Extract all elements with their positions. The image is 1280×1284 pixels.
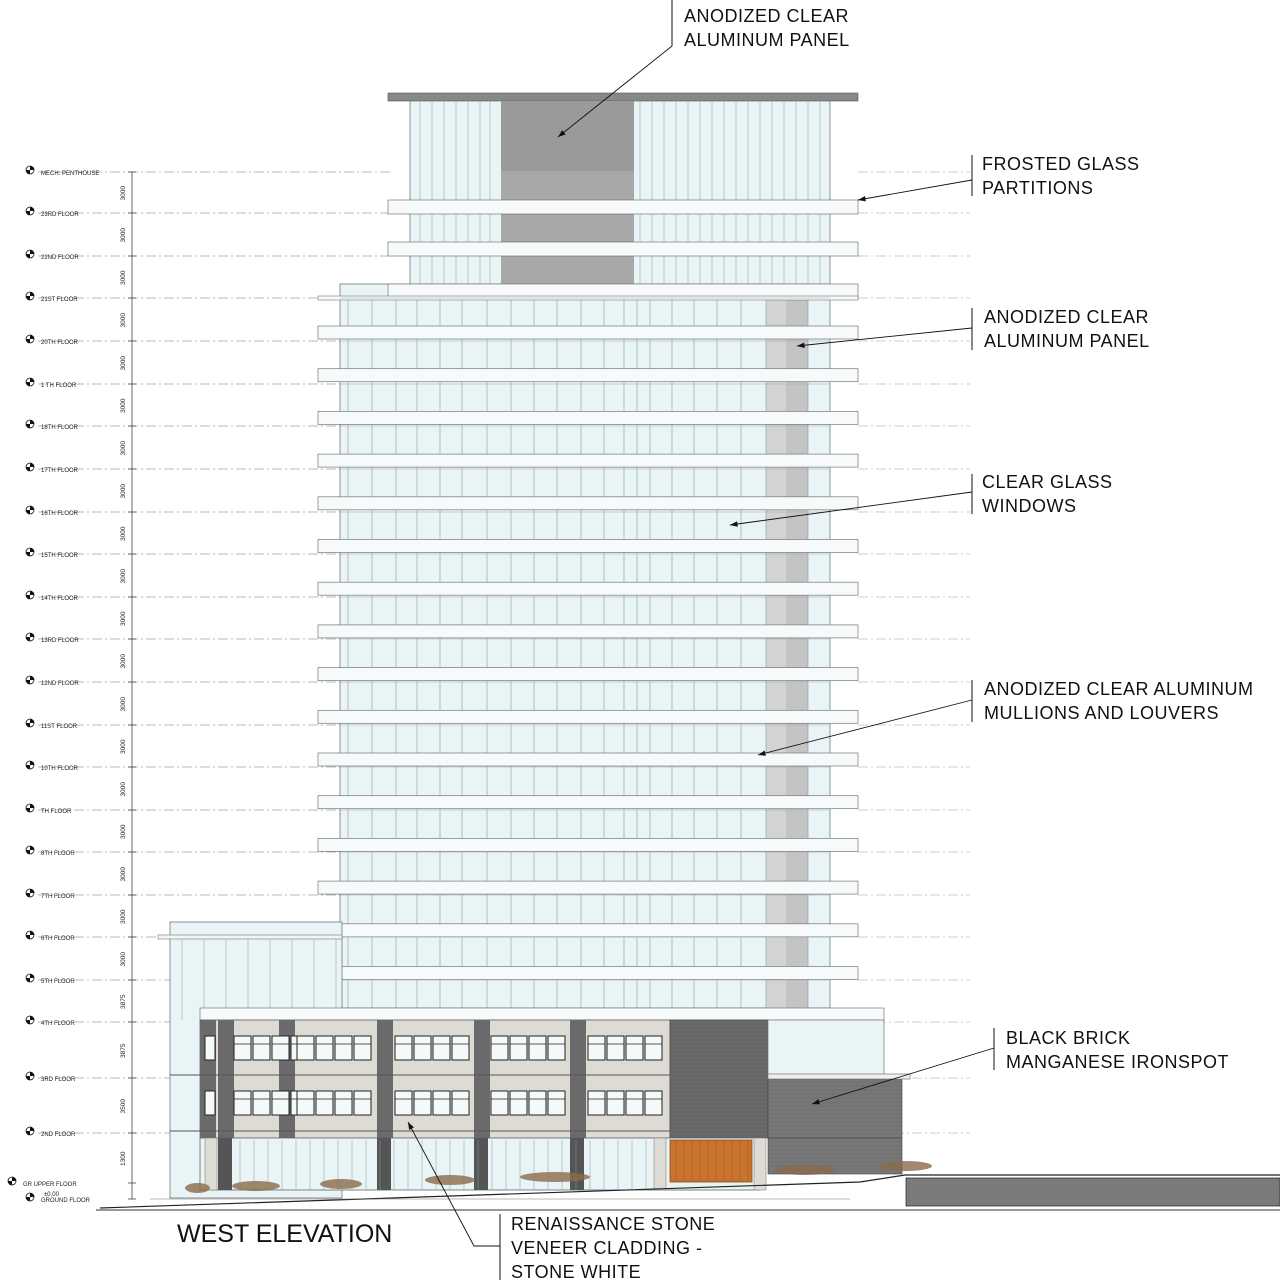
dimension-text: 3000 [120, 484, 127, 499]
podium-window [395, 1036, 412, 1060]
annotation-line: CLEAR GLASS [982, 472, 1113, 492]
level-label: GROUND FLOOR [41, 1198, 91, 1204]
storefront-pier [474, 1138, 488, 1190]
annotation-stone-veneer [511, 1212, 715, 1284]
level-symbol-fill [26, 978, 30, 982]
ground-elevation: ±0.00 [44, 1192, 59, 1198]
level-symbol-fill [26, 723, 30, 727]
aluminum-panel-stack [501, 171, 634, 284]
balcony-slab [318, 668, 858, 681]
podium-window [272, 1091, 289, 1115]
podium-window [510, 1036, 527, 1060]
podium-window [395, 1091, 412, 1115]
brick-pier [474, 1020, 490, 1138]
level-symbol-fill [26, 1020, 30, 1024]
level-symbol-fill [30, 974, 34, 978]
level-symbol-fill [26, 893, 30, 897]
level-label: 6TH FLOOR [41, 936, 75, 942]
podium-window [253, 1036, 270, 1060]
balcony-slab [318, 967, 858, 980]
storefront-pier [570, 1138, 584, 1190]
podium-window [491, 1036, 508, 1060]
level-symbol-fill [26, 211, 30, 215]
level-label: 3RD FLOOR [41, 1077, 76, 1083]
tower-facade [318, 93, 858, 1008]
annotation-aluminum-panel [984, 305, 1150, 353]
level-symbol-fill [26, 1197, 30, 1201]
podium-window [607, 1036, 624, 1060]
level-label: MECH. PENTHOUSE [41, 171, 100, 177]
podium-window [433, 1091, 450, 1115]
level-symbol-fill [30, 633, 34, 637]
storefront-pier [218, 1138, 232, 1190]
level-label: 20TH FLOOR [41, 340, 79, 346]
podium-window [272, 1036, 289, 1060]
podium-canopy [158, 935, 342, 939]
annotation-black-brick [1006, 1026, 1229, 1074]
level-symbol-fill [30, 378, 34, 382]
balcony-slab [318, 326, 858, 339]
dimension-text: 3000 [120, 909, 127, 924]
balcony-slab-upper [388, 242, 858, 256]
dimension-text: 3000 [120, 186, 127, 201]
annotation-line: RENAISSANCE STONE [511, 1214, 716, 1234]
balcony-slab [318, 924, 858, 937]
dimension-text: 3000 [120, 569, 127, 584]
level-symbol-fill [30, 719, 34, 723]
dimension-text: 3000 [120, 313, 127, 328]
planting [520, 1172, 590, 1182]
dimension-text: 1300 [120, 1151, 127, 1166]
aluminum-panel-top [501, 101, 634, 171]
annotation-line: VENEER CLADDING - [511, 1238, 703, 1258]
annotation-line: WINDOWS [982, 496, 1077, 516]
podium-window [645, 1036, 662, 1060]
annotation-frosted-glass [982, 152, 1140, 200]
drawing-title: WEST ELEVATION [177, 1220, 393, 1248]
planting [185, 1183, 210, 1193]
dimension-text: 3000 [120, 270, 127, 285]
podium-window [529, 1036, 546, 1060]
annotation-arrowhead [858, 196, 866, 201]
level-symbol-fill [30, 548, 34, 552]
storefront-stone-pier [205, 1138, 217, 1190]
annotation-leader [858, 180, 972, 200]
podium-window [354, 1036, 371, 1060]
level-symbol-fill [30, 166, 34, 170]
level-label: 10TH FLOOR [41, 766, 79, 772]
level-symbol-fill [26, 510, 30, 514]
annotation-mullions-louvers [984, 677, 1254, 725]
level-label: 2ND FLOOR [41, 1132, 76, 1138]
storefront-stone-pier [654, 1138, 666, 1190]
brick-pier [377, 1020, 393, 1138]
dimension-text: 3875 [120, 1043, 127, 1058]
dimension-text: 3000 [120, 782, 127, 797]
annotation-line: STONE WHITE [511, 1262, 642, 1282]
podium-window [316, 1036, 333, 1060]
podium-window [452, 1091, 469, 1115]
level-symbol-fill [30, 420, 34, 424]
black-brick-block [670, 1020, 768, 1138]
balcony-slab [318, 497, 858, 510]
podium-window [234, 1036, 251, 1060]
annotation-line: FROSTED GLASS [982, 154, 1140, 174]
level-label: 4TH FLOOR [41, 1021, 75, 1027]
level-label: 11ST FLOOR [41, 724, 78, 730]
podium-window [253, 1091, 270, 1115]
level-label: 15TH FLOOR [41, 553, 79, 559]
level-label: 18TH FLOOR [41, 425, 79, 431]
level-label: 14TH FLOOR [41, 596, 79, 602]
level-markers [8, 166, 136, 1204]
podium-window [607, 1091, 624, 1115]
dimension-text: 3000 [120, 441, 127, 456]
level-symbol-fill [26, 1131, 30, 1135]
level-symbol-fill [30, 1127, 34, 1131]
podium-window [297, 1036, 314, 1060]
dimension-text: 3000 [120, 824, 127, 839]
level-symbol-fill [30, 463, 34, 467]
podium-window [548, 1036, 565, 1060]
level-symbol-fill [8, 1181, 12, 1185]
podium-window [335, 1091, 352, 1115]
annotation-line: ALUMINUM PANEL [984, 331, 1150, 351]
level-label: 23RD FLOOR [41, 212, 79, 218]
level-symbol-fill [26, 339, 30, 343]
level-symbol-fill [30, 292, 34, 296]
annotation-line: ANODIZED CLEAR [984, 307, 1150, 327]
level-symbol-fill [30, 846, 34, 850]
dimension-text: 3000 [120, 867, 127, 882]
tower-glass-body [340, 284, 830, 1008]
black-brick-lower [768, 1078, 902, 1138]
balcony-slab [318, 369, 858, 382]
dimension-text: 3000 [120, 739, 127, 754]
level-symbol-fill [26, 935, 30, 939]
roof-cap [388, 93, 858, 101]
podium-window [626, 1036, 643, 1060]
level-symbol-fill [30, 889, 34, 893]
level-label: TH FLOOR [41, 809, 72, 815]
balcony-slab [318, 625, 858, 638]
level-symbol-fill [30, 1016, 34, 1020]
level-label: 5TH FLOOR [41, 979, 75, 985]
level-label: GR UPPER FLOOR [23, 1182, 77, 1188]
dimension-text: 3000 [120, 611, 127, 626]
podium-window [588, 1036, 605, 1060]
level-label: 16TH FLOOR [41, 511, 79, 517]
level-symbol-fill [30, 931, 34, 935]
podium-glass-corner [768, 1020, 884, 1078]
level-symbol-fill [26, 850, 30, 854]
level-label: 1 TH FLOOR [41, 383, 77, 389]
level-symbol-fill [26, 765, 30, 769]
dimension-text: 3000 [120, 952, 127, 967]
dimension-text: 3875 [120, 994, 127, 1009]
balcony-slab [318, 454, 858, 467]
level-symbol-fill [30, 804, 34, 808]
dimension-text: 3000 [120, 697, 127, 712]
podium-window [433, 1036, 450, 1060]
level-symbol-fill [30, 1072, 34, 1076]
level-label: 7TH FLOOR [41, 894, 75, 900]
annotation-clear-glass [982, 470, 1113, 518]
level-symbol-fill [30, 1193, 34, 1197]
level-symbol-fill [26, 552, 30, 556]
storefront-stone-pier [754, 1138, 766, 1190]
brick-pier [218, 1020, 234, 1138]
level-symbol-fill [30, 250, 34, 254]
level-symbol-fill [30, 591, 34, 595]
podium-window [548, 1091, 565, 1115]
balcony-slab [318, 582, 858, 595]
level-symbol-fill [26, 170, 30, 174]
podium-window [510, 1091, 527, 1115]
brick-pier [570, 1020, 586, 1138]
planting [320, 1179, 362, 1189]
dimension-text: 3000 [120, 228, 127, 243]
level-label: 17TH FLOOR [41, 468, 79, 474]
dimension-text: 3000 [120, 356, 127, 371]
level-symbol-fill [26, 1076, 30, 1080]
annotation-line: ANODIZED CLEAR ALUMINUM [984, 679, 1254, 699]
level-symbol-fill [26, 382, 30, 386]
dimension-text: 3000 [120, 526, 127, 541]
frosted-strip-shadow [786, 298, 808, 1008]
podium-window [354, 1091, 371, 1115]
balcony-slab [318, 540, 858, 553]
podium-window [626, 1091, 643, 1115]
level-symbol-fill [30, 335, 34, 339]
balcony-slab-upper [388, 200, 858, 214]
level-symbol-fill [26, 595, 30, 599]
level-symbol-fill [30, 761, 34, 765]
podium-window [414, 1091, 431, 1115]
podium-window [491, 1091, 508, 1115]
balcony-slab [318, 411, 858, 424]
annotation-line: ALUMINUM PANEL [684, 30, 850, 50]
annotation-line: MANGANESE IRONSPOT [1006, 1052, 1230, 1072]
level-symbol-fill [30, 506, 34, 510]
podium-window [335, 1036, 352, 1060]
level-symbol-fill [26, 808, 30, 812]
podium-window [297, 1091, 314, 1115]
planting [425, 1175, 475, 1185]
balcony-slab [318, 881, 858, 894]
balcony-slab [318, 838, 858, 851]
podium-window [588, 1091, 605, 1115]
balcony-slab [318, 796, 858, 809]
level-label: 8TH FLOOR [41, 851, 75, 857]
annotation-line: ANODIZED CLEAR [684, 6, 850, 26]
level-label: 12ND FLOOR [41, 681, 79, 687]
podium-window [452, 1036, 469, 1060]
planting [775, 1165, 835, 1175]
level-label: 13RD FLOOR [41, 638, 79, 644]
dimension-text: 3000 [120, 398, 127, 413]
balcony-slab [318, 753, 858, 766]
level-symbol-fill [26, 637, 30, 641]
podium-window [316, 1091, 333, 1115]
level-symbol-fill [26, 254, 30, 258]
level-symbol-fill [12, 1177, 16, 1181]
podium-window-narrow [205, 1091, 215, 1115]
podium-window [414, 1036, 431, 1060]
planting [232, 1181, 280, 1191]
level-symbol-fill [30, 676, 34, 680]
dimension-text: 3500 [120, 1099, 127, 1114]
annotation-line: PARTITIONS [982, 178, 1094, 198]
balcony-slab [318, 710, 858, 723]
level-label: 21ST FLOOR [41, 297, 78, 303]
podium-window [234, 1091, 251, 1115]
podium-window [645, 1091, 662, 1115]
level-symbol-fill [26, 424, 30, 428]
dimension-text: 3000 [120, 654, 127, 669]
annotation-line: BLACK BRICK [1006, 1028, 1131, 1048]
level-symbol-fill [30, 207, 34, 211]
level-label: 22ND FLOOR [41, 255, 79, 261]
annotation-top-aluminum-panel [684, 4, 850, 52]
planting [880, 1161, 932, 1171]
podium-ledge [768, 1074, 910, 1079]
podium-window-narrow [205, 1036, 215, 1060]
storefront-pier [377, 1138, 391, 1190]
podium-window [529, 1091, 546, 1115]
level-symbol-fill [26, 680, 30, 684]
level-symbol-fill [26, 467, 30, 471]
annotation-line: MULLIONS AND LOUVERS [984, 703, 1220, 723]
podium-top-slab [200, 1008, 884, 1020]
adjacent-plinth [906, 1178, 1280, 1206]
level-symbol-fill [26, 296, 30, 300]
